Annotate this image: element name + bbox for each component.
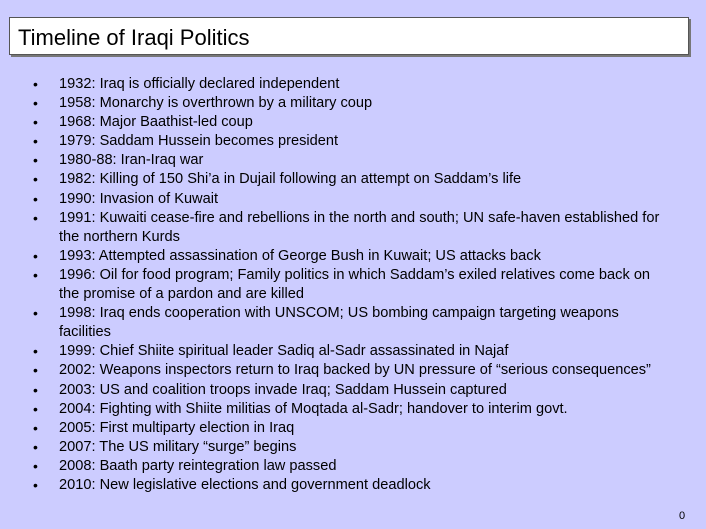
bullet-dot-icon: • <box>33 152 38 169</box>
timeline-item-text: 1980-88: Iran-Iraq war <box>59 152 204 169</box>
bullet-dot-icon: • <box>33 114 38 131</box>
timeline-item-text: 2010: New legislative elections and government deadlock <box>59 476 431 493</box>
timeline-item <box>33 132 673 151</box>
bullet-dot-icon: • <box>33 133 38 150</box>
timeline-item <box>33 361 673 380</box>
bullet-dot-icon: • <box>33 438 38 455</box>
timeline-item <box>33 266 673 304</box>
timeline-item-text: 1979: Saddam Hussein becomes president <box>59 133 339 150</box>
timeline-item <box>33 419 673 438</box>
timeline-item-text: 1996: Oil for food program; Family politics in which Saddam’s exiled relatives come back on the promise of a pardon and are killed <box>59 266 651 303</box>
bullet-dot-icon: • <box>33 419 38 436</box>
timeline-item-text: 2005: First multiparty election in Iraq <box>59 419 295 436</box>
timeline-item <box>33 381 673 400</box>
bullet-dot-icon: • <box>33 95 38 112</box>
timeline-item-text: 1998: Iraq ends cooperation with UNSCOM; US bombing campaign targeting weapons facilities <box>59 305 619 341</box>
bullet-dot-icon: • <box>33 457 38 474</box>
bullet-dot-icon: • <box>33 209 38 226</box>
timeline-item <box>33 113 673 132</box>
bullet-dot-icon: • <box>33 266 38 283</box>
timeline-item <box>33 457 673 476</box>
timeline-item-text: 2004: Fighting with Shiite militias of Moqtada al-Sadr; handover to interim govt. <box>59 400 568 417</box>
timeline-item-text: 2008: Baath party reintegration law passed <box>59 457 337 474</box>
timeline-bullet-list <box>33 75 673 495</box>
timeline-item <box>33 342 673 361</box>
timeline-item <box>33 209 673 247</box>
timeline-item <box>33 151 673 170</box>
timeline-item <box>33 400 673 419</box>
bullet-dot-icon: • <box>33 400 38 417</box>
bullet-dot-icon: • <box>33 171 38 188</box>
timeline-item <box>33 304 673 342</box>
timeline-item-text: 1993: Attempted assassination of George Bush in Kuwait; US attacks back <box>59 247 541 264</box>
timeline-item-text: 1982: Killing of 150 Shi’a in Dujail following an attempt on Saddam’s life <box>59 171 522 188</box>
bullet-dot-icon: • <box>33 381 38 398</box>
timeline-item-text: 2003: US and coalition troops invade Iraq; Saddam Hussein captured <box>59 381 507 398</box>
timeline-item-text: 1968: Major Baathist-led coup <box>59 114 253 131</box>
timeline-item-text: 1990: Invasion of Kuwait <box>59 190 219 207</box>
slide-title: Timeline of Iraqi Politics <box>18 25 250 50</box>
timeline-item-text: 2002: Weapons inspectors return to Iraq backed by UN pressure of “serious consequences” <box>59 362 651 379</box>
timeline-item-text: 1932: Iraq is officially declared independent <box>59 76 340 92</box>
timeline-item <box>33 476 673 495</box>
bullet-dot-icon: • <box>33 476 38 493</box>
timeline-item <box>33 190 673 209</box>
bullet-dot-icon: • <box>33 247 38 264</box>
timeline-item-text: 1999: Chief Shiite spiritual leader Sadiq al-Sadr assassinated in Najaf <box>59 343 509 360</box>
bullet-dot-icon: • <box>33 343 38 360</box>
timeline-item-text: 2007: The US military “surge” begins <box>59 438 297 455</box>
page-number: 0 <box>679 510 686 522</box>
bullet-dot-icon: • <box>33 305 38 322</box>
bullet-dot-icon: • <box>33 76 38 92</box>
timeline-item <box>33 438 673 457</box>
timeline-item <box>33 94 673 113</box>
timeline-item-text: 1991: Kuwaiti cease-fire and rebellions in the north and south; UN safe-haven established for the northern Kurds <box>59 209 660 245</box>
timeline-item <box>33 170 673 189</box>
title-box <box>9 17 689 55</box>
timeline-item <box>33 75 673 94</box>
bullet-dot-icon: • <box>33 190 38 207</box>
timeline-item <box>33 247 673 266</box>
bullet-dot-icon: • <box>33 362 38 379</box>
timeline-item-text: 1958: Monarchy is overthrown by a military coup <box>59 95 373 112</box>
